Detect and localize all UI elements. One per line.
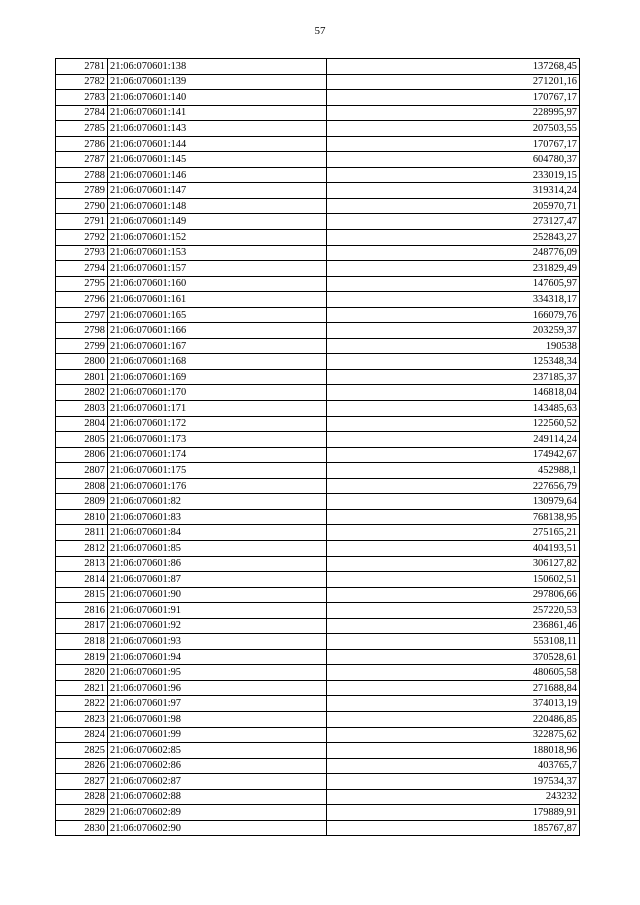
table-row: [56, 90, 580, 106]
value-cell: 170767,17: [327, 90, 580, 106]
cadastral-number-cell: 21:06:070601:145: [108, 152, 327, 168]
value-cell: 170767,17: [327, 136, 580, 152]
value-cell: 203259,37: [327, 323, 580, 339]
row-number-cell: 2828: [56, 789, 108, 805]
table-row: [56, 230, 580, 246]
cadastral-number-cell: 21:06:070601:168: [108, 354, 327, 370]
value-cell: 297806,66: [327, 587, 580, 603]
cadastral-number-cell: 21:06:070601:153: [108, 245, 327, 261]
cadastral-number-cell: 21:06:070601:172: [108, 416, 327, 432]
value-cell: 273127,47: [327, 214, 580, 230]
row-number-cell: 2821: [56, 680, 108, 696]
value-cell: 334318,17: [327, 292, 580, 308]
row-number-cell: 2818: [56, 634, 108, 650]
cadastral-number-cell: 21:06:070601:84: [108, 525, 327, 541]
row-number-cell: 2797: [56, 307, 108, 323]
table-row: [56, 59, 580, 75]
value-cell: 768138,95: [327, 509, 580, 525]
value-cell: 227656,79: [327, 478, 580, 494]
row-number-cell: 2822: [56, 696, 108, 712]
row-number-cell: 2809: [56, 494, 108, 510]
cadastral-value-table: [55, 58, 580, 836]
row-number-cell: 2805: [56, 432, 108, 448]
cadastral-number-cell: 21:06:070601:161: [108, 292, 327, 308]
table-row: [56, 214, 580, 230]
row-number-cell: 2804: [56, 416, 108, 432]
row-number-cell: 2826: [56, 758, 108, 774]
table-row: [56, 401, 580, 417]
cadastral-number-cell: 21:06:070601:82: [108, 494, 327, 510]
table-row: [56, 276, 580, 292]
table-row: [56, 820, 580, 836]
cadastral-number-cell: 21:06:070602:89: [108, 805, 327, 821]
value-cell: 248776,09: [327, 245, 580, 261]
value-cell: 137268,45: [327, 59, 580, 75]
value-cell: 306127,82: [327, 556, 580, 572]
row-number-cell: 2825: [56, 743, 108, 759]
row-number-cell: 2813: [56, 556, 108, 572]
row-number-cell: 2790: [56, 198, 108, 214]
table-row: [56, 494, 580, 510]
row-number-cell: 2819: [56, 649, 108, 665]
table-row: [56, 540, 580, 556]
row-number-cell: 2817: [56, 618, 108, 634]
table-row: [56, 354, 580, 370]
cadastral-number-cell: 21:06:070601:170: [108, 385, 327, 401]
table-row: [56, 618, 580, 634]
table-row: [56, 805, 580, 821]
row-number-cell: 2806: [56, 447, 108, 463]
cadastral-number-cell: 21:06:070601:165: [108, 307, 327, 323]
table-row: [56, 603, 580, 619]
table-row: [56, 261, 580, 277]
table-row: [56, 743, 580, 759]
value-cell: 604780,37: [327, 152, 580, 168]
cadastral-number-cell: 21:06:070601:90: [108, 587, 327, 603]
cadastral-number-cell: 21:06:070601:144: [108, 136, 327, 152]
cadastral-number-cell: 21:06:070601:171: [108, 401, 327, 417]
value-cell: 207503,55: [327, 121, 580, 137]
row-number-cell: 2799: [56, 338, 108, 354]
table-row: [56, 758, 580, 774]
cadastral-number-cell: 21:06:070602:90: [108, 820, 327, 836]
table-row: [56, 198, 580, 214]
value-cell: 452988,1: [327, 463, 580, 479]
row-number-cell: 2824: [56, 727, 108, 743]
cadastral-number-cell: 21:06:070601:176: [108, 478, 327, 494]
table-body: [56, 59, 580, 836]
cadastral-number-cell: 21:06:070601:99: [108, 727, 327, 743]
cadastral-number-cell: 21:06:070601:86: [108, 556, 327, 572]
table-row: [56, 525, 580, 541]
row-number-cell: 2791: [56, 214, 108, 230]
value-cell: 319314,24: [327, 183, 580, 199]
value-cell: 122560,52: [327, 416, 580, 432]
value-cell: 403765,7: [327, 758, 580, 774]
row-number-cell: 2795: [56, 276, 108, 292]
row-number-cell: 2796: [56, 292, 108, 308]
table-row: [56, 572, 580, 588]
table-row: [56, 121, 580, 137]
value-cell: 205970,71: [327, 198, 580, 214]
row-number-cell: 2808: [56, 478, 108, 494]
value-cell: 188018,96: [327, 743, 580, 759]
cadastral-number-cell: 21:06:070601:95: [108, 665, 327, 681]
table-row: [56, 385, 580, 401]
row-number-cell: 2803: [56, 401, 108, 417]
page-number: 57: [314, 25, 326, 37]
table-row: [56, 774, 580, 790]
row-number-cell: 2784: [56, 105, 108, 121]
row-number-cell: 2794: [56, 261, 108, 277]
value-cell: 275165,21: [327, 525, 580, 541]
cadastral-number-cell: 21:06:070601:140: [108, 90, 327, 106]
value-cell: 179889,91: [327, 805, 580, 821]
value-cell: 197534,37: [327, 774, 580, 790]
value-cell: 237185,37: [327, 369, 580, 385]
table-row: [56, 292, 580, 308]
row-number-cell: 2802: [56, 385, 108, 401]
cadastral-number-cell: 21:06:070601:174: [108, 447, 327, 463]
table-row: [56, 136, 580, 152]
cadastral-number-cell: 21:06:070602:86: [108, 758, 327, 774]
row-number-cell: 2792: [56, 230, 108, 246]
table-row: [56, 307, 580, 323]
cadastral-number-cell: 21:06:070601:96: [108, 680, 327, 696]
cadastral-number-cell: 21:06:070601:87: [108, 572, 327, 588]
cadastral-number-cell: 21:06:070601:173: [108, 432, 327, 448]
row-number-cell: 2823: [56, 711, 108, 727]
cadastral-number-cell: 21:06:070601:141: [108, 105, 327, 121]
row-number-cell: 2789: [56, 183, 108, 199]
table-row: [56, 245, 580, 261]
value-cell: 480605,58: [327, 665, 580, 681]
table-row: [56, 152, 580, 168]
value-cell: 147605,97: [327, 276, 580, 292]
row-number-cell: 2807: [56, 463, 108, 479]
cadastral-number-cell: 21:06:070601:85: [108, 540, 327, 556]
value-cell: 243232: [327, 789, 580, 805]
table-row: [56, 183, 580, 199]
row-number-cell: 2816: [56, 603, 108, 619]
cadastral-number-cell: 21:06:070601:83: [108, 509, 327, 525]
row-number-cell: 2801: [56, 369, 108, 385]
table-row: [56, 432, 580, 448]
cadastral-number-cell: 21:06:070601:149: [108, 214, 327, 230]
value-cell: 185767,87: [327, 820, 580, 836]
cadastral-number-cell: 21:06:070601:147: [108, 183, 327, 199]
value-cell: 150602,51: [327, 572, 580, 588]
row-number-cell: 2830: [56, 820, 108, 836]
cadastral-number-cell: 21:06:070601:94: [108, 649, 327, 665]
cadastral-number-cell: 21:06:070601:166: [108, 323, 327, 339]
cadastral-number-cell: 21:06:070601:92: [108, 618, 327, 634]
table-row: [56, 649, 580, 665]
value-cell: 146818,04: [327, 385, 580, 401]
table-row: [56, 556, 580, 572]
cadastral-number-cell: 21:06:070601:157: [108, 261, 327, 277]
value-cell: 271201,16: [327, 74, 580, 90]
cadastral-number-cell: 21:06:070601:175: [108, 463, 327, 479]
row-number-cell: 2811: [56, 525, 108, 541]
value-cell: 322875,62: [327, 727, 580, 743]
value-cell: 404193,51: [327, 540, 580, 556]
table-row: [56, 369, 580, 385]
table-row: [56, 634, 580, 650]
cadastral-number-cell: 21:06:070602:87: [108, 774, 327, 790]
table-row: [56, 323, 580, 339]
value-cell: 233019,15: [327, 167, 580, 183]
value-cell: 125348,34: [327, 354, 580, 370]
value-cell: 231829,49: [327, 261, 580, 277]
cadastral-number-cell: 21:06:070601:160: [108, 276, 327, 292]
table-row: [56, 789, 580, 805]
value-cell: 190538: [327, 338, 580, 354]
table-row: [56, 727, 580, 743]
row-number-cell: 2815: [56, 587, 108, 603]
row-number-cell: 2793: [56, 245, 108, 261]
row-number-cell: 2785: [56, 121, 108, 137]
value-cell: 130979,64: [327, 494, 580, 510]
row-number-cell: 2798: [56, 323, 108, 339]
row-number-cell: 2782: [56, 74, 108, 90]
value-cell: 220486,85: [327, 711, 580, 727]
value-cell: 374013,19: [327, 696, 580, 712]
table-row: [56, 680, 580, 696]
table-row: [56, 696, 580, 712]
table-row: [56, 587, 580, 603]
row-number-cell: 2783: [56, 90, 108, 106]
value-cell: 370528,61: [327, 649, 580, 665]
cadastral-number-cell: 21:06:070602:85: [108, 743, 327, 759]
cadastral-number-cell: 21:06:070601:152: [108, 230, 327, 246]
value-cell: 249114,24: [327, 432, 580, 448]
row-number-cell: 2814: [56, 572, 108, 588]
table-row: [56, 478, 580, 494]
table-row: [56, 711, 580, 727]
value-cell: 236861,46: [327, 618, 580, 634]
value-cell: 228995,97: [327, 105, 580, 121]
row-number-cell: 2800: [56, 354, 108, 370]
cadastral-number-cell: 21:06:070601:91: [108, 603, 327, 619]
table-row: [56, 74, 580, 90]
value-cell: 271688,84: [327, 680, 580, 696]
row-number-cell: 2781: [56, 59, 108, 75]
row-number-cell: 2788: [56, 167, 108, 183]
cadastral-number-cell: 21:06:070601:98: [108, 711, 327, 727]
cadastral-number-cell: 21:06:070601:148: [108, 198, 327, 214]
value-cell: 252843,27: [327, 230, 580, 246]
table-row: [56, 447, 580, 463]
table-row: [56, 105, 580, 121]
value-cell: 174942,67: [327, 447, 580, 463]
row-number-cell: 2810: [56, 509, 108, 525]
value-cell: 257220,53: [327, 603, 580, 619]
row-number-cell: 2829: [56, 805, 108, 821]
value-cell: 553108,11: [327, 634, 580, 650]
row-number-cell: 2786: [56, 136, 108, 152]
cadastral-number-cell: 21:06:070601:97: [108, 696, 327, 712]
cadastral-number-cell: 21:06:070601:146: [108, 167, 327, 183]
table-row: [56, 463, 580, 479]
cadastral-number-cell: 21:06:070601:93: [108, 634, 327, 650]
cadastral-number-cell: 21:06:070601:169: [108, 369, 327, 385]
table-row: [56, 509, 580, 525]
value-cell: 143485,63: [327, 401, 580, 417]
table-row: [56, 665, 580, 681]
cadastral-number-cell: 21:06:070601:143: [108, 121, 327, 137]
row-number-cell: 2827: [56, 774, 108, 790]
table-row: [56, 416, 580, 432]
value-cell: 166079,76: [327, 307, 580, 323]
row-number-cell: 2787: [56, 152, 108, 168]
row-number-cell: 2820: [56, 665, 108, 681]
cadastral-number-cell: 21:06:070601:139: [108, 74, 327, 90]
cadastral-number-cell: 21:06:070601:138: [108, 59, 327, 75]
table-row: [56, 338, 580, 354]
cadastral-number-cell: 21:06:070602:88: [108, 789, 327, 805]
table-row: [56, 167, 580, 183]
row-number-cell: 2812: [56, 540, 108, 556]
cadastral-number-cell: 21:06:070601:167: [108, 338, 327, 354]
